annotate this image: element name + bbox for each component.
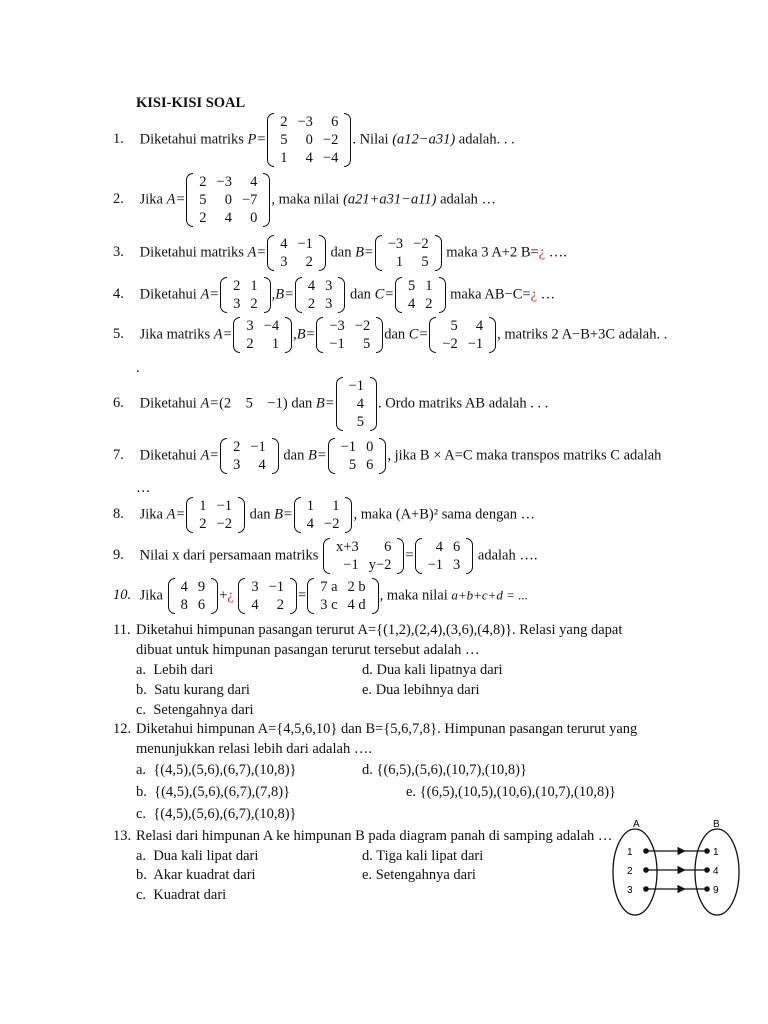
set-b-element: 1 (713, 847, 719, 858)
matrix-cell: 2 (276, 597, 285, 613)
option-e: e. Dua lebihnya dari (362, 682, 480, 698)
matrix-cell: −2 (354, 318, 371, 334)
matrix-cell: 4 (251, 597, 259, 613)
set-a-element: 1 (627, 847, 633, 858)
option-b: b. Akar kuadrat dari (136, 867, 256, 883)
matrix-var: A= (166, 191, 186, 208)
matrix-cell: 1 (271, 336, 280, 352)
matrix-cell: 1 (395, 254, 404, 270)
matrix-cell: 2 (233, 278, 241, 294)
matrix-cell: −3 (387, 236, 404, 252)
question-text: Diketahui (139, 286, 197, 303)
matrix-cell: 2 b (347, 579, 366, 595)
matrix-cell: 2 (425, 296, 433, 312)
question-12-line2: menunjukkan relasi lebih dari adalah …. (136, 741, 372, 757)
matrix-b (238, 578, 297, 614)
matrix-var: A= (247, 244, 267, 261)
matrix-cell: −2 (413, 236, 429, 252)
question-number: 2. (113, 191, 124, 208)
matrix-cell: 2 (199, 210, 207, 226)
option-a: a. Lebih dari (136, 662, 214, 678)
question-mark-glyph: ¿ (538, 244, 546, 261)
matrix-b (336, 377, 377, 431)
matrix-cell: 1 (332, 498, 340, 514)
set-b-element: 4 (713, 866, 719, 877)
matrix-cell: y−2 (368, 557, 392, 573)
matrix-var: P= (247, 131, 267, 148)
question-text: Jika matriks (139, 326, 211, 343)
matrix-cell: 3 (280, 254, 288, 270)
matrix-cell: 2 (199, 174, 207, 190)
question-text: Diketahui matriks (139, 244, 244, 261)
question-text: dan (249, 506, 271, 523)
question-1 (113, 113, 676, 167)
matrix-cell: 5 (408, 278, 416, 294)
row-matrix-a: (2 5 −1) (219, 395, 288, 412)
set-a-oval (613, 829, 657, 915)
set-a-element: 2 (627, 866, 633, 877)
set-b-label: B (713, 819, 720, 830)
question-11-line2: dibuat untuk himpunan pasangan terurut tersebut adalah … (136, 642, 480, 658)
matrix-cell: 5 (421, 254, 429, 270)
matrix-var: A= (200, 447, 220, 464)
matrix-cell: 4 (356, 396, 364, 412)
matrix-a (186, 173, 270, 227)
matrix-cell: 3 (233, 457, 241, 473)
matrix-cell: 6 (331, 114, 339, 130)
option-c: c. Setengahnya dari (136, 702, 254, 718)
matrix-cell: 4 (306, 516, 315, 532)
matrix-cell: 1 (250, 278, 258, 294)
matrix-p (267, 113, 351, 167)
question-text: adalah … (440, 191, 497, 208)
matrix-cell: 4 (258, 457, 266, 473)
question-text: … (540, 286, 556, 303)
matrix-cell: 5 (450, 318, 458, 334)
matrix-cell: 5 (348, 457, 357, 473)
matrix-cell: 4 (224, 210, 232, 226)
question-12 (113, 719, 676, 739)
matrix-cell: −4 (263, 318, 280, 334)
matrix-var: C= (374, 286, 395, 303)
matrix-var: C= (408, 326, 429, 343)
option-a: a. Dua kali lipat dari (136, 848, 259, 864)
matrix-cell: −3 (216, 174, 232, 190)
matrix-cell: −7 (241, 192, 258, 208)
question-4 (113, 277, 676, 313)
question-text: . Ordo matriks AB adalah . . . (377, 395, 549, 412)
question-5-continuation: . (136, 360, 140, 376)
matrix-var: B= (315, 395, 335, 412)
matrix-cell: 5 (199, 192, 207, 208)
matrix-var: B= (274, 506, 293, 523)
question-number: 7. (113, 447, 124, 464)
matrix-cell: 8 (180, 597, 188, 613)
matrix-a (267, 235, 326, 271)
question-text: dan (283, 447, 305, 464)
matrix-cell: 1 (425, 278, 433, 294)
option-d: d. Dua kali lipatnya dari (362, 662, 503, 678)
matrix-cell: 3 (246, 318, 254, 334)
matrix-cell: 0 (366, 439, 374, 455)
matrix-b (294, 497, 353, 533)
option-a: a. {(4,5),(5,6),(6,7),(10,8)} (136, 762, 297, 778)
set-a-label: A (633, 819, 640, 830)
option-b: b. Satu kurang dari (136, 682, 250, 698)
question-text: adalah. . . (458, 131, 515, 148)
question-text: . Nilai (352, 131, 389, 148)
matrix-cell: −1 (467, 336, 484, 352)
question-number: 6. (113, 395, 124, 412)
page-title: KISI-KISI SOAL (136, 95, 246, 111)
matrix-cell: 5 (280, 132, 288, 148)
question-text: …. (548, 244, 567, 261)
matrix-cell: −1 (427, 557, 444, 573)
question-number: 5. (113, 326, 124, 343)
matrix-c (307, 578, 378, 614)
matrix-a (220, 277, 271, 313)
question-7 (113, 438, 676, 474)
matrix-cell: 2 (307, 296, 316, 312)
expression: a+b+c+d = ... (451, 587, 528, 603)
question-number: 9. (113, 547, 124, 564)
matrix-cell: 6 (453, 539, 461, 555)
matrix-var: A= (166, 506, 186, 523)
option-d: d. {(6,5),(5,6),(10,7),(10,8)} (362, 762, 527, 778)
matrix-cell: −2 (216, 516, 232, 532)
matrix-cell: 4 (250, 174, 258, 190)
question-text: , matriks 2 A−B+3C adalah. . (497, 326, 668, 343)
matrix-cell: −2 (322, 132, 339, 148)
question-text: Diketahui matriks (139, 131, 244, 148)
matrix-cell: 3 (251, 579, 259, 595)
question-text: Diketahui (139, 447, 197, 464)
matrix-cell: −1 (343, 557, 359, 573)
option-d: d. Tiga kali lipat dari (362, 848, 484, 864)
question-text: adalah …. (477, 547, 538, 564)
question-text: , jika B × A=C maka transpos matriks C adalah (387, 447, 662, 464)
question-10 (113, 578, 676, 614)
matrix-var: A= (213, 326, 233, 343)
matrix-c (395, 277, 446, 313)
matrix-cell: 3 (325, 296, 333, 312)
option-e: e. {(6,5),(10,5),(10,6),(10,7),(10,8)} (406, 784, 617, 800)
matrix-cell: 0 (305, 132, 313, 148)
matrix-a (220, 438, 279, 474)
option-c: c. Kuadrat dari (136, 887, 227, 903)
matrix-cell: −1 (340, 439, 357, 455)
matrix-cell: 3 (325, 278, 333, 294)
expression: (a21+a31−a11) (343, 191, 437, 208)
matrix-cell: 5 (362, 336, 371, 352)
matrix-cell: −1 (329, 336, 345, 352)
matrix-cell: 0 (224, 192, 232, 208)
matrix-cell: −1 (348, 378, 364, 394)
matrix-cell: −1 (268, 579, 285, 595)
matrix-cell: 2 (246, 336, 254, 352)
matrix-cell: 2 (233, 439, 241, 455)
matrix-cell: 6 (197, 597, 206, 613)
question-text: Diketahui himpunan A={4,5,6,10} dan B={5,6,7,8}. Himpunan pasangan terurut yang (136, 721, 638, 737)
matrix-cell: 0 (250, 210, 258, 226)
matrix-cell: 2 (199, 516, 207, 532)
question-6 (113, 377, 676, 431)
matrix-cell: −2 (442, 336, 458, 352)
matrix-cell: 4 (280, 236, 288, 252)
matrix-c (429, 317, 496, 353)
matrix-left (323, 538, 404, 574)
question-text: maka 3 A+2 B= (446, 244, 539, 261)
matrix-cell: 3 (233, 296, 241, 312)
option-c: c. {(4,5),(5,6),(6,7),(10,8)} (136, 806, 297, 822)
matrix-b (375, 235, 442, 271)
question-text: dan (384, 326, 406, 343)
matrix-cell: 9 (197, 579, 206, 595)
matrix-a (233, 317, 292, 353)
matrix-cell: 2 (250, 296, 258, 312)
matrix-cell: −1 (216, 498, 232, 514)
matrix-cell: 6 (366, 457, 374, 473)
matrix-b (316, 317, 383, 353)
question-text: dan (350, 286, 371, 303)
matrix-cell: 5 (356, 414, 364, 430)
matrix-cell: 2 (280, 114, 288, 130)
question-3 (113, 235, 676, 271)
question-11 (113, 620, 676, 640)
equals-sign: = (405, 547, 414, 564)
matrix-cell: 4 (475, 318, 484, 334)
set-a-element: 3 (627, 885, 633, 896)
matrix-cell: −1 (250, 439, 266, 455)
question-text: Jika (139, 587, 163, 604)
matrix-cell: 4 (307, 278, 316, 294)
matrix-cell: 4 d (347, 597, 366, 613)
matrix-a (168, 578, 219, 614)
matrix-cell: −3 (329, 318, 345, 334)
matrix-cell: 1 (280, 150, 288, 166)
question-text: Jika (139, 191, 163, 208)
matrix-var: ,B= (293, 326, 316, 343)
question-7-continuation: … (136, 480, 151, 496)
matrix-cell: 3 c (320, 597, 338, 613)
matrix-var: ,B= (271, 286, 294, 303)
matrix-var: A= (200, 286, 220, 303)
question-text: Diketahui (139, 395, 197, 412)
matrix-cell: 2 (305, 254, 313, 270)
arrow-diagram (605, 815, 755, 920)
question-number: 3. (113, 244, 124, 261)
question-number: 10. (113, 587, 132, 604)
expression: (a12−a31) (392, 131, 456, 148)
question-text: Relasi dari himpunan A ke himpunan B pada diagram panah di samping adalah … (136, 828, 613, 844)
matrix-cell: 4 (435, 539, 444, 555)
matrix-cell: 1 (199, 498, 207, 514)
matrix-var: B= (355, 244, 374, 261)
question-number: 4. (113, 286, 124, 303)
set-b-element: 9 (713, 885, 719, 896)
question-text: , maka nilai (271, 191, 340, 208)
matrix-cell: 6 (384, 539, 392, 555)
matrix-a (186, 497, 245, 533)
question-number: 11. (113, 622, 131, 638)
matrix-var: B= (307, 447, 327, 464)
question-text: , maka nilai (379, 587, 448, 604)
matrix-b (295, 277, 346, 313)
question-text: Nilai x dari persamaan matriks (139, 547, 319, 564)
question-number: 8. (113, 506, 124, 523)
question-text: Jika (139, 506, 163, 523)
option-b: b. {(4,5),(5,6),(6,7),(7,8)} (136, 784, 291, 800)
question-number: 12. (113, 721, 132, 737)
question-8 (113, 497, 676, 533)
question-number: 13. (113, 828, 132, 844)
matrix-cell: −3 (297, 114, 313, 130)
matrix-cell: x+3 (336, 539, 359, 555)
matrix-cell: 3 (453, 557, 461, 573)
matrix-right (415, 538, 474, 574)
matrix-cell: 1 (306, 498, 315, 514)
question-text: dan (291, 395, 313, 412)
matrix-cell: 4 (305, 150, 313, 166)
matrix-cell: 4 (180, 579, 188, 595)
matrix-var: A= (200, 395, 220, 412)
question-text: dan (330, 244, 352, 261)
plus-sign: + (219, 587, 228, 604)
question-2 (113, 173, 676, 227)
matrix-cell: −1 (297, 236, 313, 252)
equals-sign: = (298, 587, 307, 604)
matrix-cell: −2 (324, 516, 340, 532)
matrix-cell: −4 (322, 150, 339, 166)
question-number: 1. (113, 131, 124, 148)
matrix-cell: 4 (408, 296, 416, 312)
question-5 (113, 317, 676, 353)
option-e: e. Setengahnya dari (362, 867, 476, 883)
question-mark-glyph: ¿ (530, 286, 537, 303)
matrix-b (328, 438, 387, 474)
matrix-cell: 7 a (320, 579, 338, 595)
question-text: maka AB−C= (450, 286, 531, 303)
question-13 (113, 826, 638, 846)
question-text: Diketahui himpunan pasangan terurut A={(1,2),(2,4),(3,6),(4,8)}. Relasi yang dapat (136, 622, 623, 638)
question-9 (113, 538, 676, 574)
question-mark-glyph: ¿ (227, 587, 234, 604)
question-text: , maka (A+B)² sama dengan … (353, 506, 536, 523)
